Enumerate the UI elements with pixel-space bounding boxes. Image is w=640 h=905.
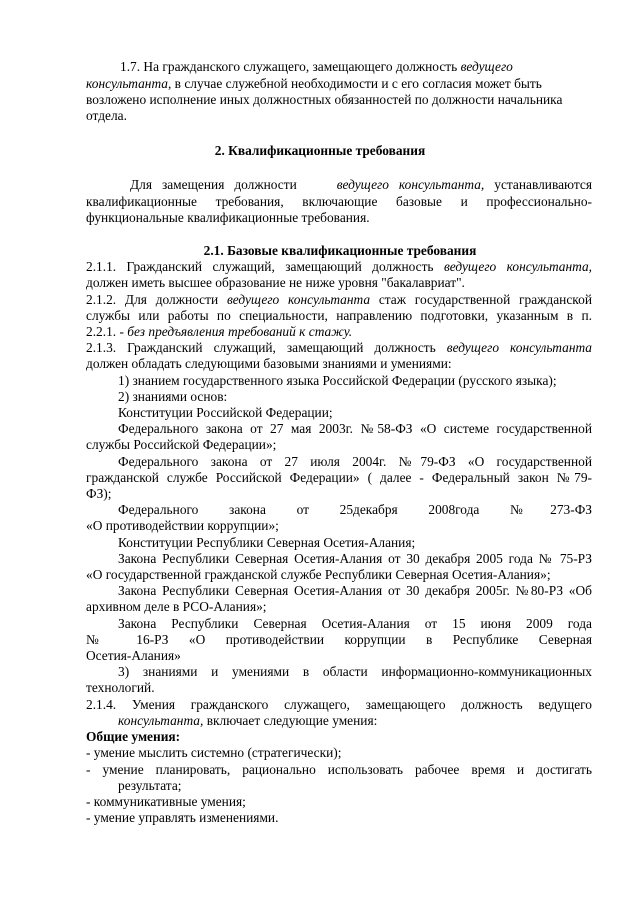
law-80-line-1: Закона Республики Северная Осетия-Алания от 30 декабря 2005г. №80-РЗ «Об <box>118 583 592 598</box>
italic-text: ведущего консультанта <box>226 292 371 307</box>
law-16-line-2: № 16-РЗ «О противодействии коррупции в Республике Северная <box>86 632 592 647</box>
law-75-line-2: «О государственной гражданской службе Республики Северная Осетия-Алания»; <box>86 567 551 582</box>
law-79-line-3: ФЗ); <box>86 486 112 501</box>
text: 2.1.1. Гражданский служащий, замещающий должность <box>86 259 434 274</box>
p212-line-3 <box>86 324 352 340</box>
italic-text: ведущего консультанта <box>446 340 592 355</box>
intro-line-3: функциональные квалификационные требования. <box>86 210 370 225</box>
skill-item-1: - умение мыслить системно (стратегически); <box>86 745 342 760</box>
skill-item-4: - умение управлять изменениями. <box>86 810 279 825</box>
skill-item-2-line-2: результата; <box>118 778 182 793</box>
p213-line-1 <box>86 340 592 356</box>
text: 2.1.3. Гражданский служащий, замещающий должность <box>86 340 436 355</box>
law-58-line-1: Федерального закона от 27 мая 2003г. №58-ФЗ «О системе государственной <box>118 421 592 436</box>
constitution-rso: Конституции Республики Северная Осетия-Алания; <box>118 535 416 550</box>
p213-item3-line-1: 3) знаниями и умениями в области информационно-коммуникационных <box>118 664 592 679</box>
law-79-line-1: Федерального закона от 27 июля 2004г. №79-ФЗ «О государственной <box>118 454 592 469</box>
law-273-line-1: Федерального закона от 25декабря 2008года №273-ФЗ <box>118 502 592 517</box>
law-79-line-2: гражданской службе Российской Федерации» ( далее - Федеральный закон №79- <box>86 470 592 485</box>
law-273-line-2: «О противодействии коррупции»; <box>86 518 279 533</box>
law-16-line-1: Закона Республики Северная Осетия-Алания от 15 июня 2009 года <box>118 616 592 631</box>
p214-line-2 <box>118 713 377 729</box>
p17-line-2 <box>86 76 542 92</box>
italic-text: ведущего консультанта, <box>443 259 592 274</box>
italic-text: ведущего <box>460 59 513 74</box>
p213-line-2: должен обладать следующими базовыми знаниями и умениями: <box>86 356 452 371</box>
italic-text: без предъявления требований к стажу. <box>127 324 353 339</box>
p17-line-1 <box>120 59 513 75</box>
skill-item-2-line-1: - умение планировать, рационально использовать рабочее время и достигать <box>86 762 592 777</box>
p211-line-1 <box>86 259 592 275</box>
law-16-line-3: Осетия-Алания» <box>86 648 181 663</box>
italic-text: консультанта, <box>118 713 204 728</box>
p213-line-5: Конституции Российской Федерации; <box>118 405 333 420</box>
p17-line-3: возложено исполнение иных должностных обязанностей по должности начальника <box>86 92 563 107</box>
text: устанавливаются <box>494 177 593 192</box>
general-skills-heading: Общие умения: <box>86 729 181 744</box>
p211-line-2: должен иметь высшее образование не ниже уровня "бакалавриат". <box>86 275 465 290</box>
law-75-line-1: Закона Республики Северная Осетия-Алания от 30 декабря 2005 года № 75-РЗ <box>118 551 592 566</box>
p212-line-2: службы или работы по специальности, направлению подготовки, указанным в п. <box>86 308 592 323</box>
text: , в случае служебной необходимости и с его согласия может быть <box>167 76 542 91</box>
section-2-1-heading: 2.1. Базовые квалификационные требования <box>203 243 477 258</box>
text: 2.2.1. - <box>86 324 128 339</box>
text: стаж государственной гражданской <box>378 292 592 307</box>
p213-line-4: 2) знаниями основ: <box>118 389 228 404</box>
p214-line-1: 2.1.4. Умения гражданского служащего, замещающего должность ведущего <box>86 697 592 712</box>
intro-line-1 <box>130 177 592 193</box>
italic-text: консультанта <box>86 76 168 91</box>
skill-item-3: - коммуникативные умения; <box>86 794 246 809</box>
p17-line-4: отдела. <box>86 108 127 123</box>
section-2-heading: 2. Квалификационные требования <box>214 143 426 158</box>
law-58-line-2: службы Российской Федерации»; <box>86 437 277 452</box>
text: Для замещения должности <box>130 177 297 192</box>
p212-line-1 <box>86 292 592 308</box>
italic-text: ведущего консультанта, <box>336 177 485 192</box>
p213-item3-line-2: технологий. <box>86 680 155 695</box>
intro-line-2: квалификационные требования, включающие базовые и профессионально- <box>86 194 592 209</box>
text: 1.7. На гражданского служащего, замещающего должность <box>120 59 461 74</box>
law-80-line-2: архивном деле в РСО-Алания»; <box>86 599 267 614</box>
p213-line-3: 1) знанием государственного языка Российской Федерации (русского языка); <box>118 373 557 388</box>
text: включает следующие умения: <box>203 713 378 728</box>
text: 2.1.2. Для должности <box>86 292 219 307</box>
